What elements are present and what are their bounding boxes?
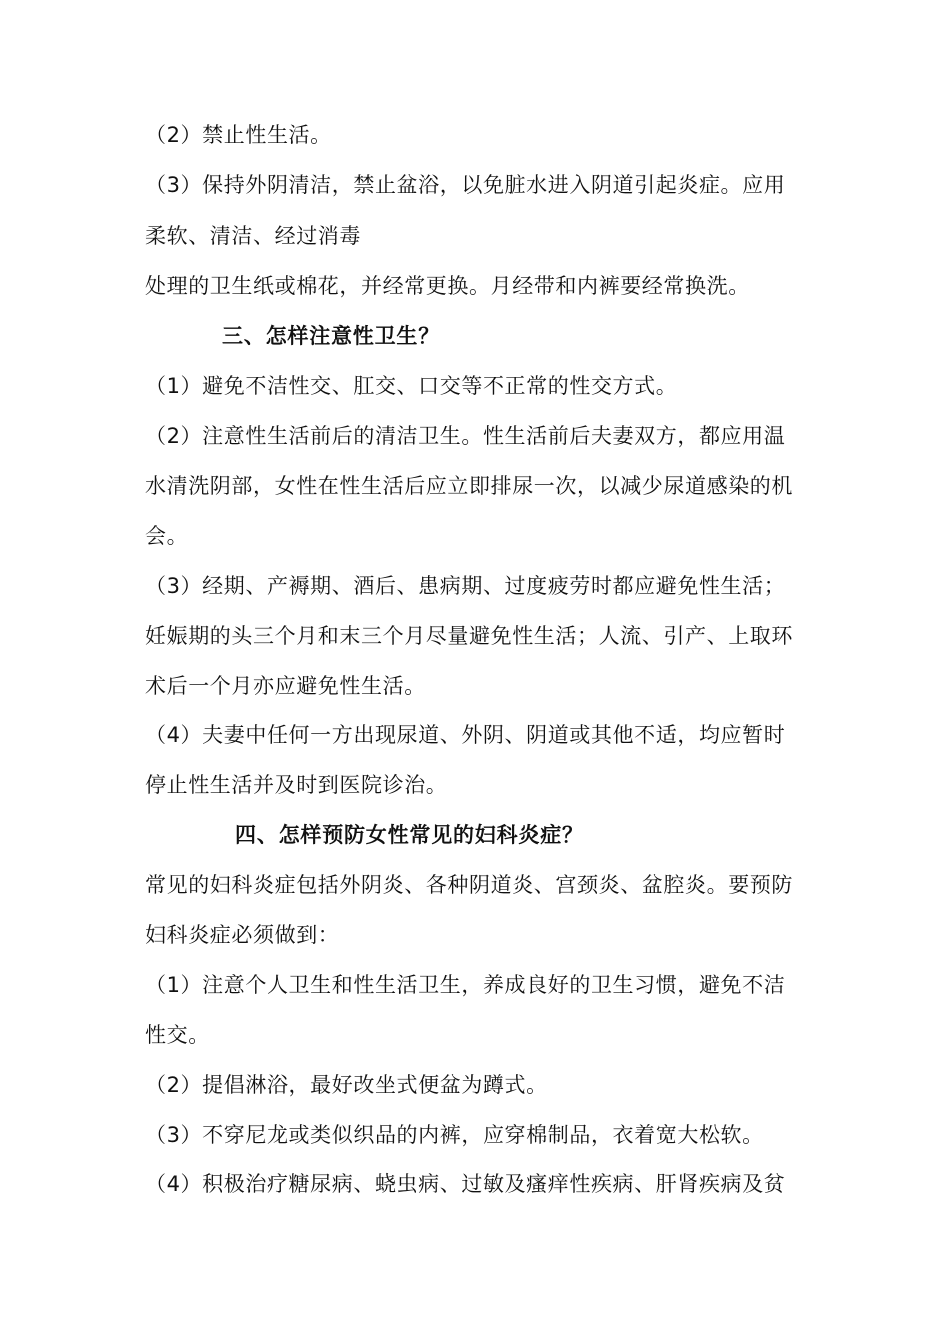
paragraph-line: 停止性生活并及时到医院诊治。 (145, 773, 448, 797)
paragraph-line: 常见的妇科炎症包括外阴炎、各种阴道炎、宫颈炎、盆腔炎。要预防 (145, 873, 793, 897)
paragraph-line: 术后一个月亦应避免性生活。 (145, 674, 426, 698)
paragraph-line: 柔软、清洁、经过消毒 (145, 224, 361, 248)
paragraph-line: （3）经期、产褥期、酒后、患病期、过度疲劳时都应避免性生活； (145, 574, 786, 598)
paragraph-line: 会。 (145, 524, 189, 548)
paragraph-line: 性交。 (145, 1023, 210, 1047)
paragraph-line: （2）禁止性生活。 (145, 123, 332, 147)
paragraph-line: （2）提倡淋浴，最好改坐式便盆为蹲式。 (145, 1073, 548, 1097)
paragraph-line: （1）注意个人卫生和性生活卫生，养成良好的卫生习惯，避免不洁 (145, 973, 786, 997)
paragraph-line: （3）不穿尼龙或类似织品的内裤，应穿棉制品，衣着宽大松软。 (145, 1123, 764, 1147)
paragraph-line: （1）避免不洁性交、肛交、口交等不正常的性交方式。 (145, 374, 678, 398)
paragraph-line: （4）夫妻中任何一方出现尿道、外阴、阴道或其他不适，均应暂时 (145, 723, 786, 747)
section-heading: 四、怎样预防女性常见的妇科炎症？ (235, 823, 584, 847)
paragraph-line: 妇科炎症必须做到： (145, 923, 340, 947)
paragraph-line: （3）保持外阴清洁，禁止盆浴，以免脏水进入阴道引起炎症。应用 (145, 173, 786, 197)
paragraph-line: （2）注意性生活前后的清洁卫生。性生活前后夫妻双方，都应用温 (145, 424, 786, 448)
section-heading: 三、怎样注意性卫生？ (222, 324, 440, 348)
paragraph-line: （4）积极治疗糖尿病、蛲虫病、过敏及瘙痒性疾病、肝肾疾病及贫 (145, 1172, 786, 1196)
paragraph-line: 水清洗阴部，女性在性生活后应立即排尿一次，以减少尿道感染的机 (145, 474, 793, 498)
paragraph-line: 处理的卫生纸或棉花，并经常更换。月经带和内裤要经常换洗。 (145, 274, 750, 298)
paragraph-line: 妊娠期的头三个月和末三个月尽量避免性生活；人流、引产、上取环 (145, 624, 793, 648)
